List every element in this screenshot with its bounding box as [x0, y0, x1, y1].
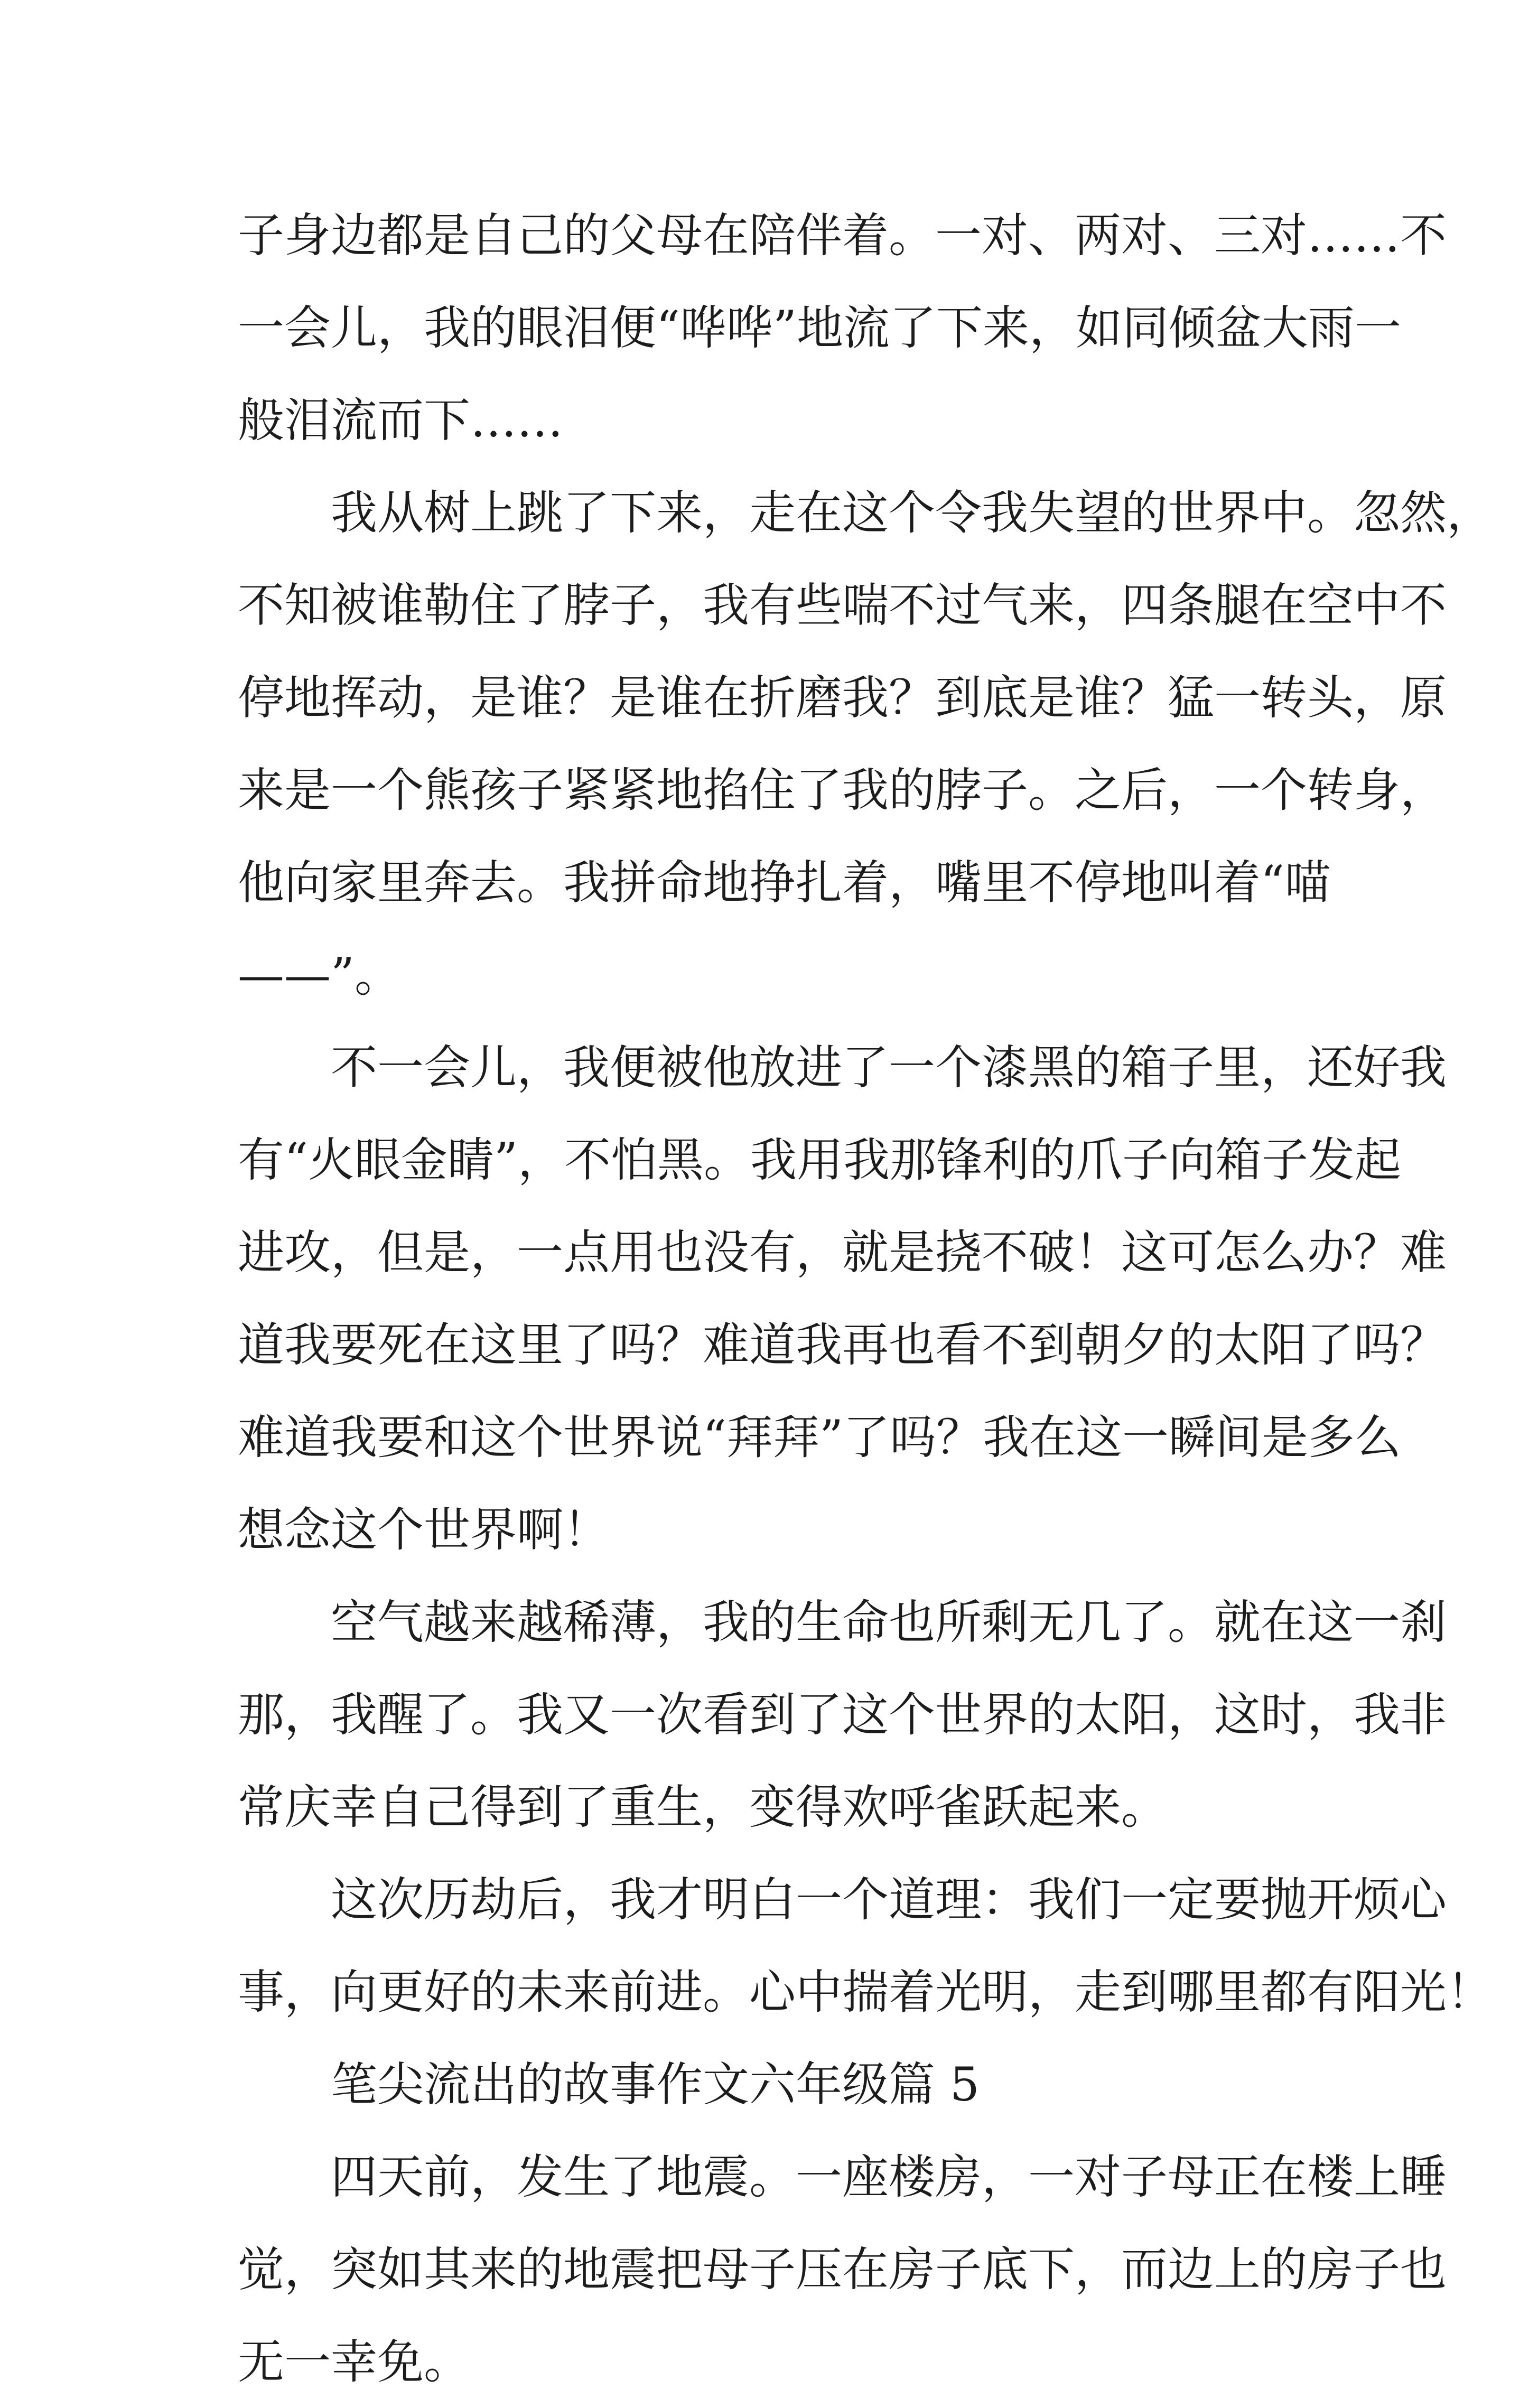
paragraph-5: [238, 1853, 1494, 2038]
text-line: ——”。: [238, 948, 401, 1002]
text-line: 难道我要和这个世界说“拜拜”了吗？我在这一瞬间是多么: [238, 1410, 1401, 1464]
text-line: 空气越来越稀薄，我的生命也所剩无几了。就在这一刹: [331, 1595, 1447, 1649]
paragraph-1: [238, 189, 1447, 466]
paragraph-3: [238, 1021, 1447, 1576]
text-line: 进攻，但是，一点用也没有，就是挠不破！这可怎么办？难: [238, 1225, 1447, 1280]
text-line: 事，向更好的未来前进。心中揣着光明，走到哪里都有阳光！: [238, 1965, 1494, 2019]
text-line: 道我要死在这里了吗？难道我再也看不到朝夕的太阳了吗？: [238, 1318, 1447, 1372]
text-line: 四天前，发生了地震。一座楼房，一对子母正在楼上睡: [331, 2150, 1447, 2204]
text-line: 那，我醒了。我又一次看到了这个世界的太阳，这时，我非: [238, 1687, 1447, 1742]
text-line: 不知被谁勒住了脖子，我有些喘不过气来，四条腿在空中不: [238, 578, 1447, 632]
section-heading: 笔尖流出的故事作文六年级篇 5: [331, 2057, 980, 2112]
text-line: 一会儿，我的眼泪便“哗哗”地流了下来，如同倾盆大雨一: [238, 301, 1401, 355]
paragraph-4: [238, 1576, 1447, 1853]
text-line: 他向家里奔去。我拼命地挣扎着，嘴里不停地叫着“喵: [238, 855, 1331, 910]
text-line: 这次历劫后，我才明白一个道理：我们一定要抛开烦心: [331, 1872, 1447, 1927]
text-line: 想念这个世界啊！: [238, 1502, 610, 1557]
text-line: 常庆幸自己得到了重生，变得欢呼雀跃起来。: [238, 1780, 1168, 1834]
text-line: 觉，突如其来的地震把母子压在房子底下，而边上的房子也: [238, 2242, 1447, 2297]
document-body: [238, 189, 1494, 2408]
text-line: 来是一个熊孩子紧紧地掐住了我的脖子。之后，一个转身，: [238, 763, 1447, 817]
text-line: 般泪流而下……: [238, 393, 564, 447]
text-line: 子身边都是自己的父母在陪伴着。一对、两对、三对……不: [238, 208, 1447, 263]
text-line: 无一幸免。: [238, 2335, 471, 2389]
text-line: 不一会儿，我便被他放进了一个漆黑的箱子里，还好我: [331, 1040, 1447, 1095]
paragraph-2: [238, 466, 1494, 1021]
text-line: 我从树上跳了下来，走在这个令我失望的世界中。忽然，: [331, 486, 1494, 540]
text-line: 有“火眼金睛”，不怕黑。我用我那锋利的爪子向箱子发起: [238, 1133, 1401, 1187]
text-line: 停地挥动，是谁？是谁在折磨我？到底是谁？猛一转头，原: [238, 670, 1447, 725]
paragraph-6: [238, 2131, 1447, 2408]
